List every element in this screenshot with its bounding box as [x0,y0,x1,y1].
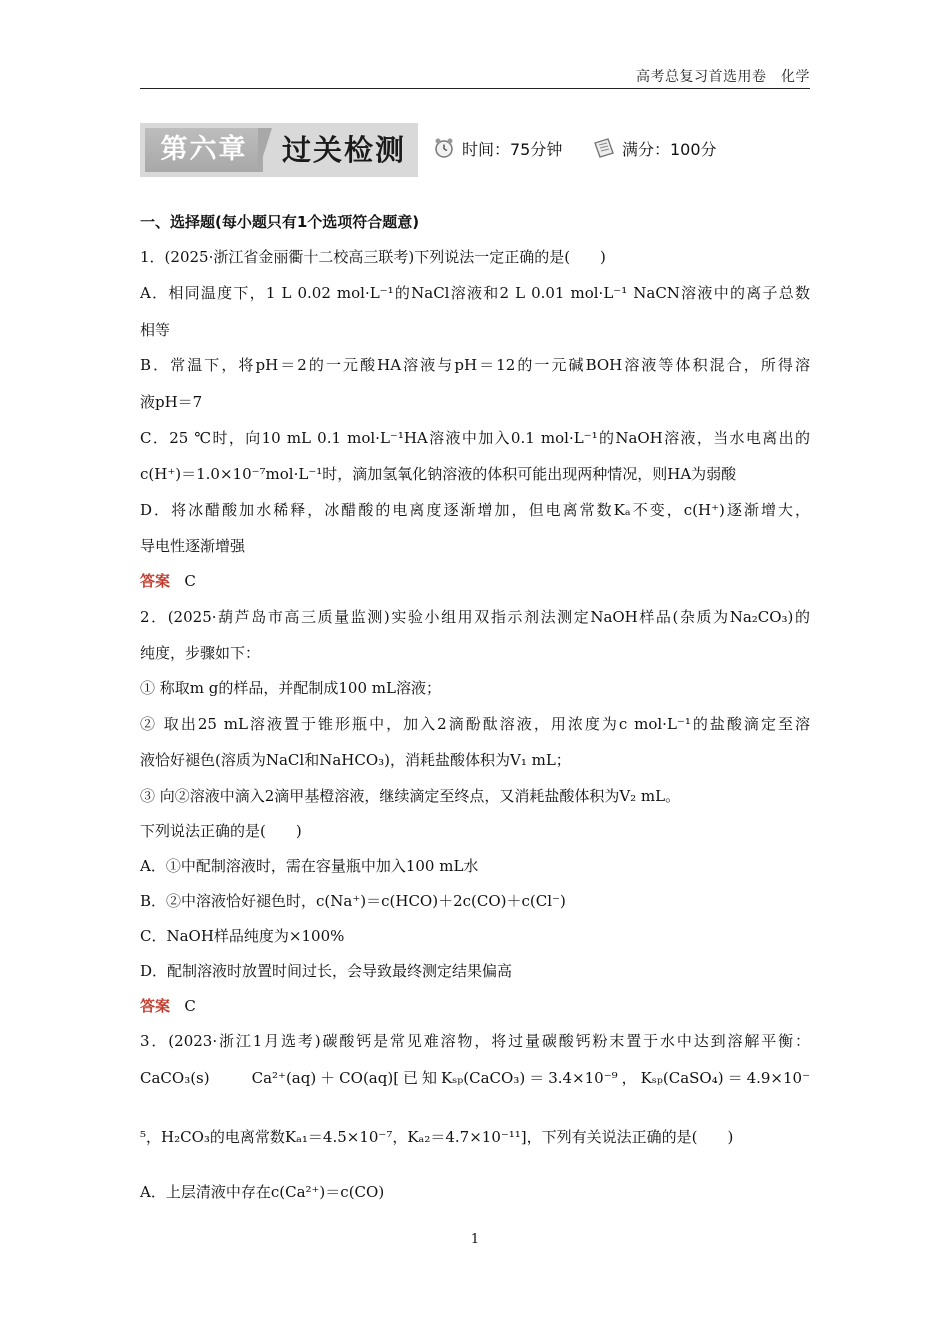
full-score: 满分：100分 [622,139,717,159]
exam-paper-icon [592,136,616,160]
score-info [592,136,717,160]
q1-option-d-line1: D．将冰醋酸加水稀释，冰醋酸的电离度逐渐增加，但电离常数Kₐ不变，c(H⁺)逐渐增大， [140,501,810,519]
q2-answer [140,996,810,1016]
q2-answer-label: 答案 [140,997,171,1015]
q1-option-c-line2: c(H⁺)＝1.0×10⁻⁷mol·L⁻¹时，滴加氢氧化钠溶液的体积可能出现两种情况，则HA为弱酸 [140,465,737,483]
section-title: 一、选择题(每小题只有1个选项符合题意) [140,213,420,231]
q3-stem-line2: CaCO₃(s) Ca²⁺(aq)＋CO(aq)[已知Kₛₚ(CaCO₃)＝3.4×10⁻⁹，Kₛₚ(CaSO₄)＝4.9×10⁻ [140,1069,810,1087]
q1-answer-value: C [184,572,196,590]
q1-answer [140,571,810,591]
q1-option-a-line2: 相等 [140,321,171,339]
q2-step-2-line1: ② 取出25 mL溶液置于锥形瓶中，加入2滴酚酞溶液，用浓度为c mol·L⁻¹的盐酸滴定至溶 [140,715,810,733]
alarm-clock-icon [432,136,456,160]
q2-stem-line1: 2．(2025·葫芦岛市高三质量监测)实验小组用双指示剂法测定NaOH样品(杂质为Na₂CO₃)的 [140,608,810,626]
q3-stem-line1: 3．(2023·浙江1月选考)碳酸钙是常见难溶物，将过量碳酸钙粉末置于水中达到溶解平衡： [140,1032,810,1050]
q1-option-a-line1: A．相同温度下，1 L 0.02 mol·L⁻¹的NaCl溶液和2 L 0.01 mol·L⁻¹ NaCN溶液中的离子总数 [140,284,810,302]
page-number: 1 [470,1232,480,1247]
chapter-banner-corner [258,128,272,172]
q2-step-2-line2: 液恰好褪色(溶质为NaCl和NaHCO₃)，消耗盐酸体积为V₁ mL； [140,751,571,769]
banner-title: 过关检测 [282,133,407,167]
q2-option-c: C．NaOH样品纯度为×100% [140,927,345,945]
q3-option-a: A．上层清液中存在c(Ca²⁺)＝c(CO) [140,1183,385,1201]
page-header [140,66,810,89]
q1-stem: 1．(2025·浙江省金丽衢十二校高三联考)下列说法一定正确的是( ) [140,248,606,266]
time-limit: 时间：75分钟 [462,139,563,159]
q1-option-d-line2: 导电性逐渐增强 [140,537,246,555]
header-text: 高考总复习首选用卷 化学 [636,69,810,85]
q2-option-b: B．②中溶液恰好褪色时，c(Na⁺)＝c(HCO)＋2c(CO)＋c(Cl⁻) [140,892,566,910]
q2-ask: 下列说法正确的是( ) [140,822,302,840]
q2-stem-line2: 纯度，步骤如下： [140,644,261,662]
q2-option-a: A．①中配制溶液时，需在容量瓶中加入100 mL水 [140,857,479,875]
q2-step-1: ① 称取m g的样品，并配制成100 mL溶液； [140,679,441,697]
time-info [432,136,562,160]
q2-step-3: ③ 向②溶液中滴入2滴甲基橙溶液，继续滴定至终点，又消耗盐酸体积为V₂ mL。 [140,787,681,805]
q1-answer-label: 答案 [140,572,171,590]
q1-option-c-line1: C．25 ℃时，向10 mL 0.1 mol·L⁻¹HA溶液中加入0.1 mol·L⁻¹的NaOH溶液，当水电离出的 [140,429,810,447]
chapter-label: 第六章 [145,128,263,172]
q2-option-d: D．配制溶液时放置时间过长，会导致最终测定结果偏高 [140,962,513,980]
q1-option-b-line1: B．常温下，将pH＝2的一元酸HA溶液与pH＝12的一元碱BOH溶液等体积混合，所得溶 [140,356,810,374]
q1-option-b-line2: 液pH＝7 [140,393,203,411]
q3-stem-line3: ⁵，H₂CO₃的电离常数Kₐ₁＝4.5×10⁻⁷，Kₐ₂＝4.7×10⁻¹¹]，下列有关说法正确的是( ) [140,1128,734,1146]
q2-answer-value: C [184,997,196,1015]
